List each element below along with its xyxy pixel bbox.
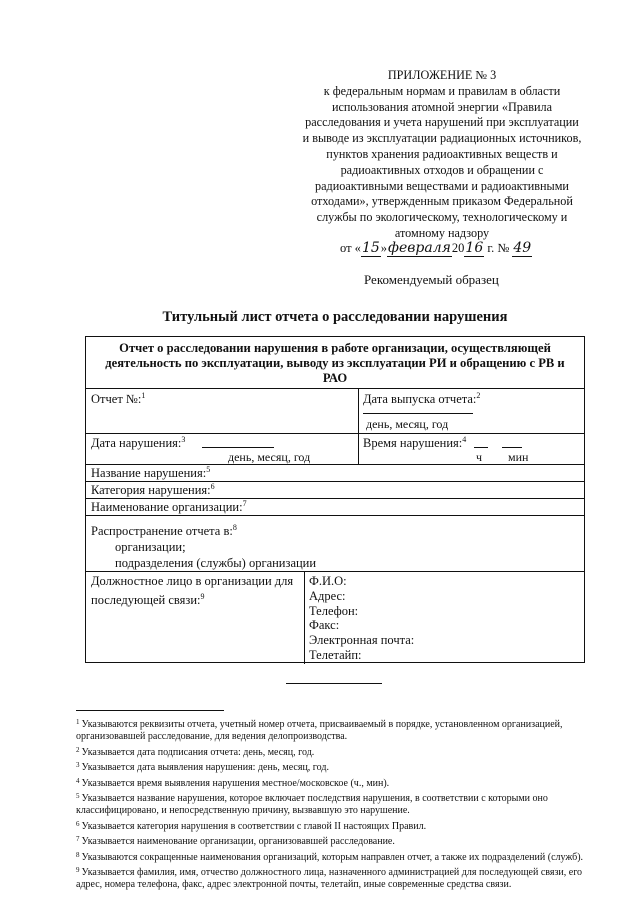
form-row-contact	[86, 572, 584, 664]
violation-date-blank	[202, 447, 274, 448]
contact-fio-field[interactable]: Ф.И.О:	[309, 574, 347, 588]
footnote-ref: 8	[232, 523, 237, 532]
footnote-text: Указывается наименование организации, организовавшей расследование.	[81, 836, 395, 848]
footnote-number: 1	[76, 718, 80, 726]
order-prefix: от «	[340, 241, 361, 255]
form-row-distribution[interactable]	[86, 516, 584, 572]
order-month: февраля	[388, 240, 451, 256]
report-number-field[interactable]	[91, 391, 145, 407]
column-divider	[358, 389, 359, 433]
footnote-number: 7	[76, 835, 80, 844]
footnote-number: 3	[76, 761, 80, 770]
appendix-block	[282, 68, 602, 242]
release-date-hint: день, месяц, год	[366, 417, 449, 431]
minute-hint: мин	[508, 450, 529, 464]
footnote	[76, 849, 596, 864]
footnote	[76, 833, 596, 848]
separator-line	[286, 683, 382, 684]
footnote-ref: 3	[181, 435, 186, 444]
release-date-field[interactable]	[363, 391, 480, 407]
footnote-number: 2	[76, 745, 80, 754]
form-row-org-name[interactable]	[86, 499, 584, 516]
footnote-text: Указываются сокращенные наименования организаций, которым направлен отчет, а также их подразделений (служб).	[81, 851, 584, 863]
violation-time-label: Время нарушения:	[363, 436, 463, 450]
footnote-text: Указываются реквизиты отчета, учетный номер отчета, присваиваемый в порядке, установленном организацией, организовавшей расследование, для ведения делопроизводства.	[76, 719, 563, 743]
footnote	[76, 864, 596, 892]
footnote-rule	[76, 710, 224, 711]
appendix-line: расследования и учета нарушений при эксплуатации	[305, 115, 579, 130]
order-year-suffix: 16	[465, 240, 484, 256]
distribution-label: Распространение отчета в:	[91, 524, 233, 538]
footnote-ref: 9	[200, 592, 205, 601]
footnote-ref: 6	[210, 482, 215, 491]
appendix-line: службы по экологическому, технологическому и	[316, 210, 568, 225]
footnote	[76, 759, 596, 774]
footnote-text: Указывается дата выявления нарушения: день, месяц, год.	[81, 762, 329, 774]
footnote-ref: 7	[242, 499, 247, 508]
page-title: Титульный лист отчета о расследовании нарушения	[162, 309, 508, 325]
org-name-label: Наименование организации:	[91, 500, 243, 514]
form-row-violation-category[interactable]	[86, 482, 584, 499]
contact-teletype-field[interactable]: Телетайп:	[309, 647, 362, 662]
minute-blank	[502, 447, 522, 448]
footnote-text: Указывается дата подписания отчета: день, месяц, год.	[81, 746, 315, 758]
violation-time-field[interactable]	[363, 435, 466, 451]
appendix-line: ПРИЛОЖЕНИЕ № 3	[387, 68, 497, 82]
violation-name-field	[91, 465, 210, 481]
org-name-field	[91, 499, 247, 515]
contact-details	[309, 574, 414, 663]
footnotes	[76, 716, 596, 892]
violation-date-field[interactable]	[91, 435, 185, 451]
distribution-item: подразделения (службы) организации	[115, 556, 317, 570]
violation-date-hint: день, месяц, год	[228, 450, 311, 464]
report-form	[85, 336, 585, 663]
hour-blank	[474, 447, 488, 448]
violation-name-label: Название нарушения:	[91, 466, 207, 480]
footnote-ref: 5	[206, 465, 211, 474]
release-date-blank	[363, 411, 473, 414]
order-date-number	[340, 240, 532, 256]
contact-person-field	[91, 574, 296, 608]
appendix-line: пунктов хранения радиоактивных веществ и	[326, 146, 558, 161]
footnote-text: Указывается категория нарушения в соответствии с главой II настоящих Правил.	[81, 820, 427, 832]
order-quote: »	[380, 241, 388, 255]
hour-hint: ч	[476, 450, 483, 464]
footnote-number: 5	[76, 792, 80, 801]
order-day: 15	[361, 240, 380, 256]
appendix-line: атомному надзору	[394, 225, 490, 240]
footnote-ref: 2	[476, 391, 481, 400]
footnote	[76, 818, 596, 833]
form-row-violation-name[interactable]	[86, 465, 584, 482]
footnote-number: 8	[76, 850, 80, 859]
footnote	[76, 775, 596, 790]
footnote-ref: 1	[141, 391, 146, 400]
distribution-field	[91, 520, 316, 571]
release-date-label: Дата выпуска отчета:	[363, 392, 477, 406]
order-year-tail: г. №	[484, 241, 513, 255]
footnote-text: Указывается время выявления нарушения местное/московское (ч., мин).	[81, 777, 390, 789]
footnote-number: 6	[76, 819, 80, 828]
footnote-text: Указывается фамилия, имя, отчество должностного лица, назначенного администрацией для последующей связи, его адрес, номера телефона, факс, адрес электронной почты, телетайп, иные современные средства связи.	[76, 867, 583, 891]
form-header-row	[86, 337, 584, 389]
recommended-sample-label: Рекомендуемый образец	[364, 272, 499, 287]
footnote-text: Указывается название нарушения, которое включает последствия нарушения, в соответствии с которыми оно классифицировано, и непосредственную причину, вызвавшую это нарушение.	[76, 793, 548, 817]
footnote-ref: 4	[462, 435, 467, 444]
form-header: Отчет о расследовании нарушения в работе организации, осуществляющей деятельность по эксплуатации, выводу из эксплуатации РИ и обращению с РВ и РАО	[105, 341, 565, 385]
contact-phone-field[interactable]: Телефон:	[309, 603, 359, 618]
contact-email-field[interactable]: Электронная почта:	[309, 633, 415, 648]
column-divider	[358, 434, 359, 464]
appendix-line: радиоактивными веществами и радиоактивными	[315, 178, 569, 193]
appendix-line: и выводе из эксплуатации радиационных источников,	[302, 131, 582, 146]
column-divider	[304, 572, 305, 664]
contact-person-label: Должностное лицо в организации для последующей связи:	[91, 574, 294, 607]
contact-address-field[interactable]: Адрес:	[309, 588, 346, 603]
form-row-report	[86, 389, 584, 434]
form-row-violation-datetime	[86, 434, 584, 465]
appendix-line: к федеральным нормам и правилам в области	[323, 83, 561, 98]
footnote-number: 4	[76, 776, 80, 785]
distribution-item: организации;	[115, 540, 186, 554]
contact-fax-field[interactable]: Факс:	[309, 618, 340, 633]
appendix-line: радиоактивных отходов и обращении с	[340, 162, 544, 177]
appendix-line: отходами», утвержденным приказом Федеральной	[311, 194, 573, 209]
order-number: 49	[513, 240, 532, 256]
footnote-number: 9	[76, 866, 80, 875]
footnote	[76, 716, 596, 744]
footnote	[76, 790, 596, 818]
violation-category-label: Категория нарушения:	[91, 483, 211, 497]
appendix-line: использования атомной энергии «Правила	[331, 99, 553, 114]
violation-category-field	[91, 482, 215, 498]
violation-date-label: Дата нарушения:	[91, 436, 182, 450]
distribution-heading	[91, 520, 316, 539]
footnote	[76, 744, 596, 759]
report-number-label: Отчет №:	[91, 392, 142, 406]
order-year-prefix: 20	[451, 241, 465, 255]
